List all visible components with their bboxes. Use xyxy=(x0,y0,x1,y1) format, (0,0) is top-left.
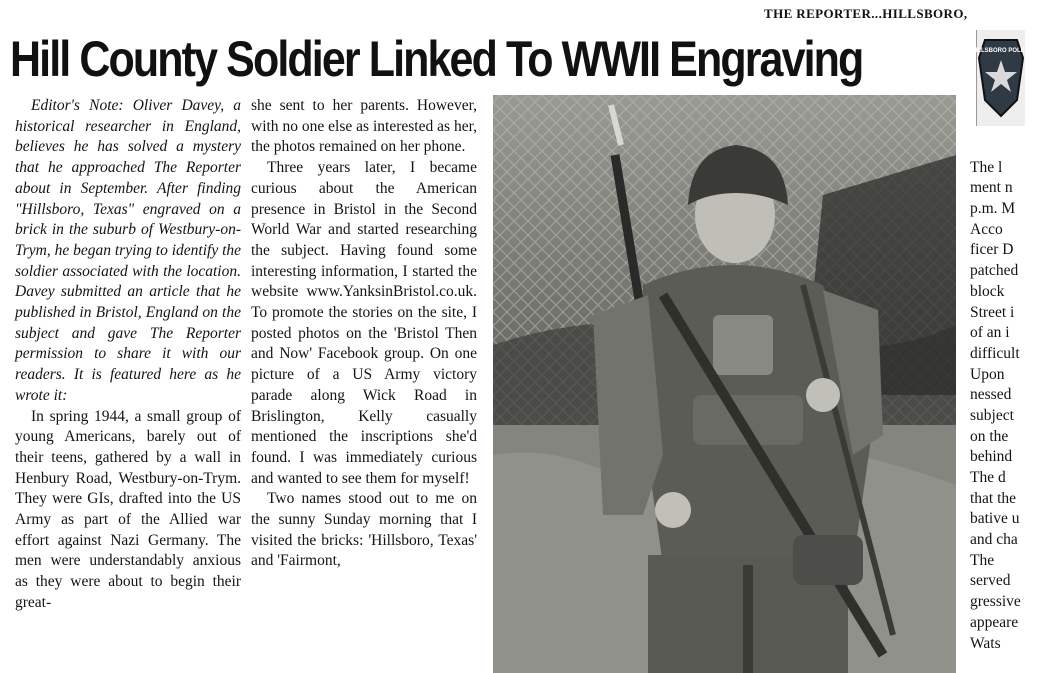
right-col-line: nessed xyxy=(970,386,1012,404)
right-col-line: ment n xyxy=(970,179,1013,197)
police-badge-icon xyxy=(971,30,1031,126)
right-col-line: subject xyxy=(970,406,1014,424)
article-paragraph: she sent to her parents. However, with no one else as interested as her, the photos remained on her phone. xyxy=(251,97,477,156)
article-paragraph: In spring 1944, a small group of young Americans, barely out of their teens, gathered by a wall in Henbury Road, Westbury-on-Trym. They were GIs, drafted into the US Army as part of the Allied war effort against Nazi Germany. The men were understandably anxious as they were about to begin their great- xyxy=(15,407,241,611)
masthead: THE REPORTER...HILLSBORO, xyxy=(764,6,968,21)
right-col-line: The xyxy=(970,551,995,569)
right-col-line xyxy=(970,137,1050,158)
right-col-line: that the xyxy=(970,489,1017,507)
editors-note: Editor's Note: Oliver Davey, a historical researcher in England, believes he has solved a mystery that he approached The Reporter about in September. After finding "Hillsboro, Texas" engraved on a brick in the suburb of Westbury-on-Trym, he began trying to identify the soldier associated with the location. Davey submitted an article that he published in Bristol, England on the subject and gave The Reporter permission to share it with our readers. It is featured here as he wrote it: xyxy=(15,97,242,404)
right-col-line: gressive xyxy=(970,593,1021,611)
badge-text: HILLSBORO POLICE xyxy=(971,48,1031,54)
cut-off-text xyxy=(970,137,1050,654)
right-col-line: of an i xyxy=(970,324,1010,342)
right-col-line: behind xyxy=(970,448,1013,466)
headline: Hill County Soldier Linked To WWII Engraving xyxy=(10,31,863,87)
right-col-line: bative u xyxy=(970,510,1020,528)
right-col-line: appeare xyxy=(970,613,1019,631)
right-col-line: The d xyxy=(970,469,1006,486)
article-paragraph: Three years later, I became curious about the American presence in Bristol in the Second World War and started researching the subject. Having found some interesting information, I started the website www.YanksinBristol.co.uk. To promote the stories on the site, I posted photos on the 'Bristol Then and Now' Facebook group. On one picture of a US Army victory parade along Wick Road in Brislington, Kelly casually mentioned the inscriptions she'd found. I was immediately curious and wanted to see them for myself! xyxy=(251,159,477,487)
right-col-line: Acco xyxy=(970,220,1003,238)
right-col-line: p.m. M xyxy=(970,200,1016,218)
right-col-line: Street i xyxy=(970,303,1015,321)
soldier-photo xyxy=(493,95,956,673)
right-col-line: Upon xyxy=(970,365,1005,383)
wwii-soldier-photo-icon xyxy=(493,95,956,673)
right-col-line: block xyxy=(970,282,1005,300)
right-col-line: The l xyxy=(970,158,1003,176)
right-col-line: served xyxy=(970,572,1011,590)
right-col-line: patched xyxy=(970,262,1019,280)
right-col-line: on the xyxy=(970,427,1009,445)
article-column-2 xyxy=(251,96,477,572)
right-col-line: Wats xyxy=(970,634,1001,652)
adjacent-article-column xyxy=(960,30,1031,673)
article-paragraph: Two names stood out to me on the sunny Sunday morning that I visited the bricks: 'Hillsboro, Texas' and 'Fairmont, xyxy=(251,490,477,570)
right-col-line: and cha xyxy=(970,531,1018,549)
right-col-line: difficult xyxy=(970,344,1020,362)
right-col-line: ficer D xyxy=(970,241,1014,259)
article-column-1 xyxy=(15,96,241,614)
